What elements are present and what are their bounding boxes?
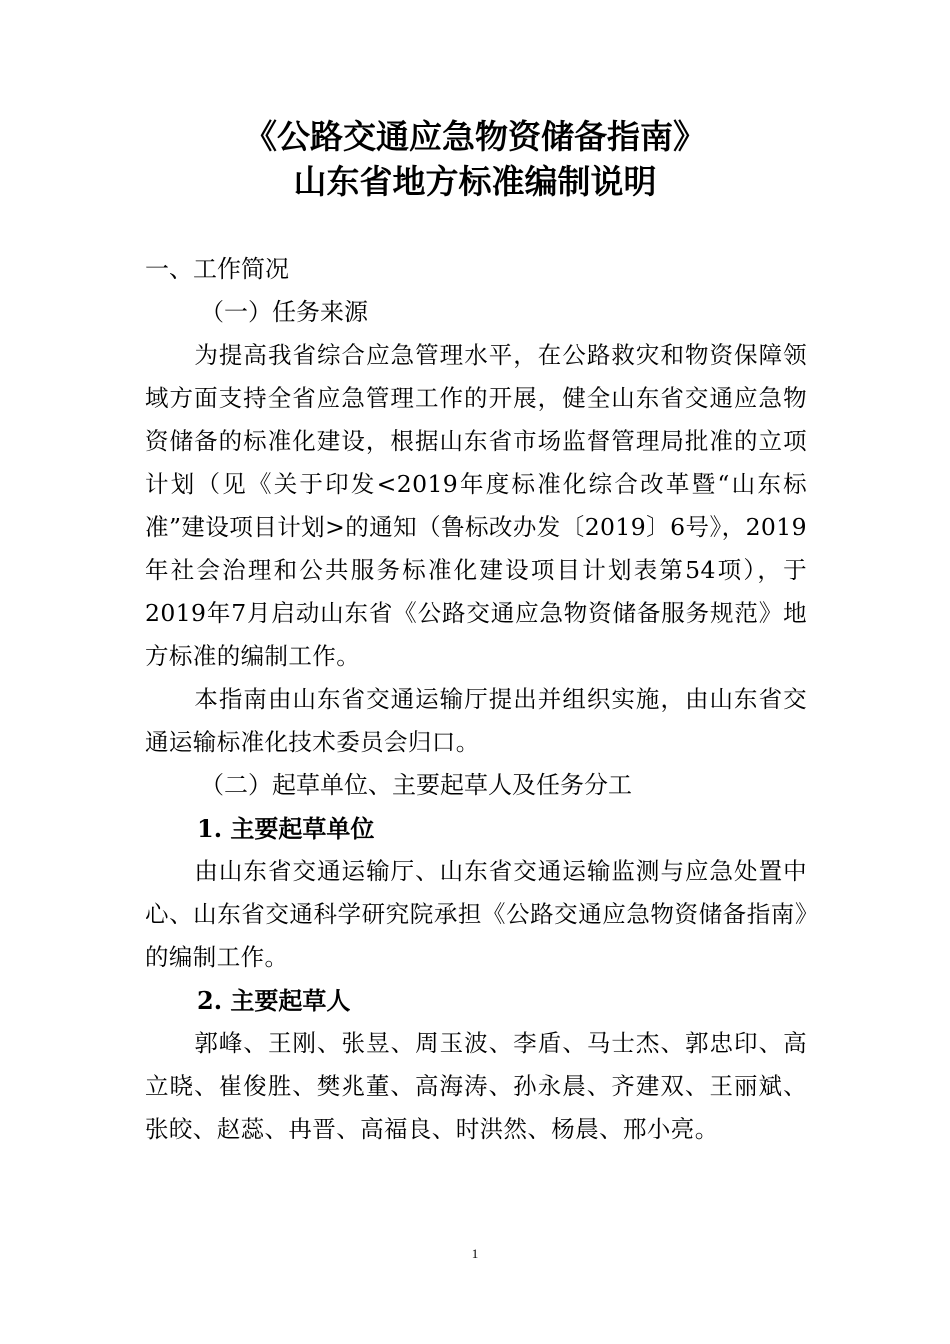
subsection-heading-task-source: （一）任务来源 — [200, 298, 368, 326]
paragraph-drafting-units: 由山东省交通运输厅、山东省交通运输监测与应急处置中心、山东省交通科学研究院承担《公路交通应急物资储备指南》的编制工作。 — [145, 857, 807, 971]
paragraph-task-source: 为提高我省综合应急管理水平，在公路救灾和物资保障领域方面支持全省应急管理工作的开展，健全山东省交通应急物资储备的标准化建设，根据山东省市场监督管理局批准的立项计划（见《关于印发<2019年度标准化综合改革暨“山东标准”建设项目计划>的通知（鲁标改办发〔2019〕6号》，2019年社会治理和公共服务标准化建设项目计划表第54项），于2019年7月启动山东省《公路交通应急物资储备服务规范》地方标准的编制工作。 — [145, 341, 807, 670]
document-title-line2: 山东省地方标准编制说明 — [293, 162, 657, 201]
page-number: 1 — [471, 1246, 479, 1261]
item-heading-drafting-units: 1. 主要起草单位 — [197, 814, 375, 843]
item-heading-main-drafters: 2. 主要起草人 — [197, 986, 351, 1015]
paragraph-proposer: 本指南由山东省交通运输厅提出并组织实施，由山东省交通运输标准化技术委员会归口。 — [145, 685, 807, 756]
section-heading-work-overview: 一、工作简况 — [145, 255, 289, 283]
subsection-heading-drafters: （二）起草单位、主要起草人及任务分工 — [200, 771, 632, 799]
paragraph-main-drafters: 郭峰、王刚、张昱、周玉波、李盾、马士杰、郭忠印、高立晓、崔俊胜、樊兆董、高海涛、孙永晨、齐建双、王丽斌、张皎、赵蕊、冉晋、高福良、时洪然、杨晨、邢小亮。 — [145, 1029, 807, 1143]
document-title-line1: 《公路交通应急物资储备指南》 — [244, 117, 706, 156]
document-body — [145, 248, 807, 1151]
